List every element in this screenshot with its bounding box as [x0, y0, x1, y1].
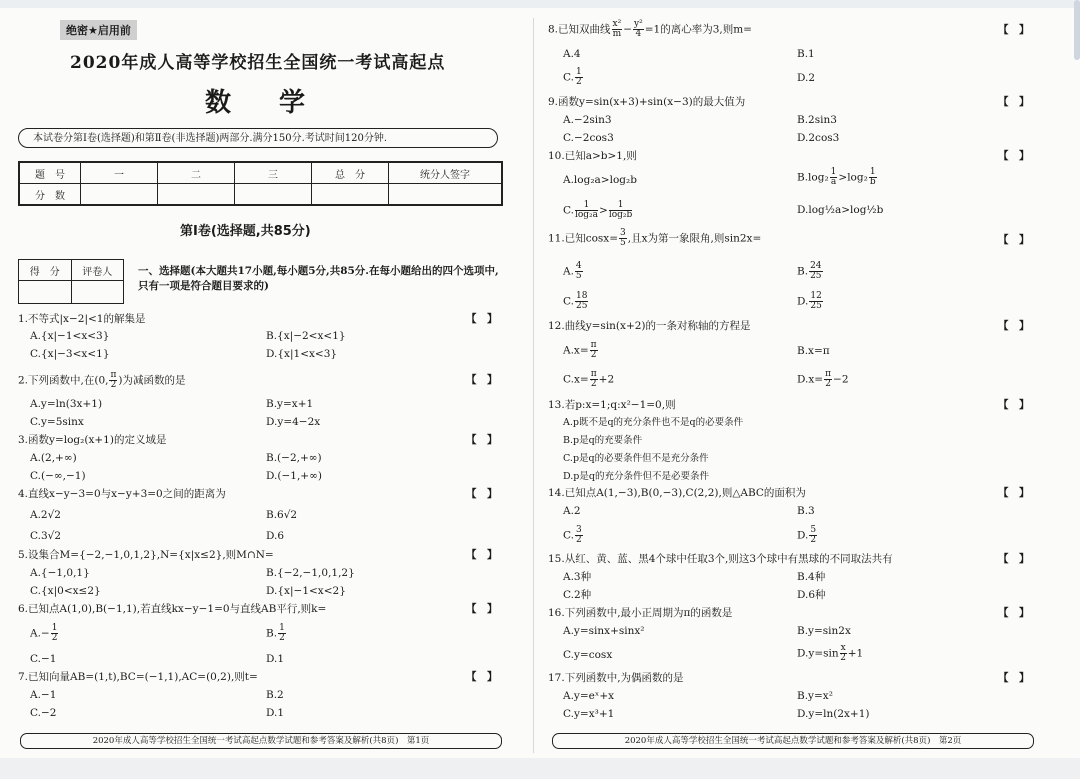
option-text: B.	[266, 627, 278, 640]
option-b: B.x=π	[797, 345, 830, 357]
stem-text: =1的离心率为3,则m=	[644, 23, 752, 36]
answer-bracket[interactable]: 【 】	[998, 399, 1030, 411]
grader-sign-cell[interactable]	[71, 281, 124, 304]
option-a: A.{−1,0,1}	[30, 567, 90, 579]
stem-text: −	[623, 23, 633, 36]
option-a: A.2√2	[30, 509, 61, 521]
option-c	[563, 370, 614, 389]
option-c: C.2种	[563, 589, 592, 601]
denominator: m	[612, 29, 622, 39]
denominator: 4	[635, 29, 642, 39]
numerator: 3	[576, 525, 582, 535]
option-b: B.{−2,−1,0,1,2}	[266, 567, 355, 579]
score-cell: 统分人签字	[389, 162, 503, 184]
option-a: A.2	[563, 505, 581, 517]
numerator: 4	[575, 261, 582, 271]
fraction	[278, 624, 286, 643]
option-b: B.6√2	[266, 509, 298, 521]
fraction	[809, 262, 822, 281]
option-d: D.y=4−2x	[266, 416, 321, 428]
question-stem	[548, 20, 752, 39]
option-c: C.{x|−3<x<1}	[30, 348, 110, 360]
option-d: D.6	[266, 530, 285, 542]
option-d: D.(−1,+∞)	[266, 470, 322, 482]
denominator: 2	[279, 633, 285, 643]
numerator: π	[590, 369, 597, 379]
option-a: A.p既不是q的充分条件也不是q的必要条件	[563, 417, 744, 428]
score-cell: 三	[235, 162, 312, 184]
option-d: D.p是q的充分条件但不是必要条件	[563, 471, 709, 482]
denominator: b	[869, 177, 876, 187]
option-b: B.{x|−2<x<1}	[266, 330, 346, 342]
fraction	[830, 168, 838, 187]
footer-left: 2020年成人高等学校招生全国统一考试高起点数学试题和参考答案及解析(共8页) 第1页	[20, 733, 502, 749]
option-text: C.	[563, 204, 574, 217]
option-d: D.1	[266, 707, 285, 719]
grader-label: 评卷人	[71, 260, 124, 281]
option-b	[797, 262, 824, 281]
option-c: C.−2cos3	[563, 132, 614, 144]
option-d: D.2	[797, 72, 816, 84]
denominator: 2	[840, 653, 847, 663]
option-text: A.−	[30, 627, 50, 640]
numerator: 5	[810, 525, 817, 535]
fraction	[590, 341, 598, 360]
option-d	[797, 526, 818, 545]
option-text: >	[599, 204, 608, 217]
fraction	[824, 370, 832, 389]
denominator: 5	[575, 271, 582, 281]
option-d	[797, 370, 849, 389]
option-d: D.log½a>log½b	[797, 204, 884, 216]
option-c: C.y=x³+1	[563, 708, 615, 720]
denominator: 2	[51, 633, 58, 643]
fraction	[809, 292, 822, 311]
option-a: A.4	[563, 48, 581, 60]
fraction	[633, 20, 644, 39]
option-a	[30, 624, 59, 643]
question-stem: 12.曲线y=sin(x+2)的一条对称轴的方程是	[548, 320, 751, 332]
question-stem: 4.直线x−y−3=0与x−y+3=0之间的距离为	[18, 488, 226, 500]
score-cell: 一	[81, 162, 158, 184]
viewer-bottom-bar	[0, 758, 1080, 779]
option-a: A.(2,+∞)	[30, 452, 77, 464]
option-c: C.−2	[30, 707, 57, 719]
answer-bracket[interactable]: 【 】	[466, 603, 498, 615]
option-a: A.−1	[30, 689, 57, 701]
option-text: D.x=	[797, 373, 824, 386]
option-b: B.(−2,+∞)	[266, 452, 322, 464]
option-text: A.	[563, 265, 574, 278]
score-cell: 题 号	[19, 162, 81, 184]
exam-title: 2020年成人高等学校招生全国统一考试高起点	[70, 53, 446, 73]
question-stem: 15.从红、黄、蓝、黑4个球中任取3个,则这3个球中有黑球的不同取法共有	[548, 553, 893, 565]
fraction	[869, 168, 877, 187]
numerator: 1	[51, 623, 58, 633]
question-stem: 9.函数y=sin(x+3)+sin(x−3)的最大值为	[548, 96, 746, 108]
option-text: B.	[797, 265, 809, 278]
fraction	[575, 201, 598, 220]
question-stem	[548, 229, 761, 248]
option-c: C.p是q的必要条件但不是充分条件	[563, 453, 709, 464]
numerator: 1	[609, 201, 632, 211]
denominator: 25	[576, 301, 588, 311]
score-table-score-row	[19, 184, 502, 206]
question-stem: 6.已知点A(1,0),B(−1,1),若直线kx−y−1=0与直线AB平行,则k=	[18, 603, 327, 615]
option-text: A.x=	[563, 344, 589, 357]
footer-right: 2020年成人高等学校招生全国统一考试高起点数学试题和参考答案及解析(共8页) 第2页	[552, 733, 1034, 749]
stem-text: )为减函数的是	[118, 374, 186, 387]
option-b: B.y=sin2x	[797, 625, 851, 637]
score-cell: 总 分	[312, 162, 389, 184]
answer-bracket[interactable]: 【 】	[998, 672, 1030, 684]
answer-bracket[interactable]: 【 】	[466, 488, 498, 500]
option-b: B.p是q的充要条件	[563, 435, 643, 446]
option-c: C.−1	[30, 653, 57, 665]
question-stem: 10.已知a>b>1,则	[548, 150, 637, 162]
denominator: 2	[825, 379, 831, 389]
numerator: 1	[830, 167, 837, 177]
option-text: D.	[797, 295, 809, 308]
denominator: 2	[590, 350, 597, 360]
option-a: A.{x|−1<x<3}	[30, 330, 110, 342]
option-c	[563, 68, 584, 87]
numerator: x	[840, 643, 846, 653]
option-c	[563, 526, 584, 545]
option-text: C.	[563, 71, 574, 84]
answer-bracket[interactable]: 【 】	[466, 549, 498, 561]
denominator: 5	[620, 238, 626, 248]
option-b: B.3	[797, 505, 815, 517]
denominator: 25	[810, 271, 822, 281]
score-table-header-row	[19, 162, 502, 184]
stem-text: 8.已知双曲线	[548, 23, 611, 36]
answer-bracket[interactable]: 【 】	[466, 313, 498, 325]
answer-bracket[interactable]: 【 】	[998, 24, 1030, 36]
fraction	[590, 370, 598, 389]
answer-bracket[interactable]: 【 】	[466, 374, 498, 386]
option-b: B.1	[797, 48, 815, 60]
option-b	[266, 624, 287, 643]
option-b	[797, 168, 878, 187]
option-text: +2	[598, 373, 615, 386]
option-b: B.2sin3	[797, 114, 837, 126]
volume1-title: 第Ⅰ卷(选择题,共85分)	[180, 224, 311, 239]
fraction	[609, 201, 632, 220]
secret-label: 绝密★启用前	[60, 20, 137, 40]
option-d: D.{x|1<x<3}	[266, 348, 338, 360]
score-input-cell[interactable]	[81, 184, 158, 206]
fraction	[575, 292, 588, 311]
question-stem: 1.不等式|x−2|<1的解集是	[18, 313, 146, 325]
answer-bracket[interactable]: 【 】	[998, 150, 1030, 162]
option-text: >log₂	[838, 171, 868, 184]
question-stem: 13.若p:x=1;q:x²−1=0,则	[548, 399, 676, 411]
answer-bracket[interactable]: 【 】	[466, 434, 498, 446]
option-text: +1	[847, 647, 864, 660]
subject-title: 数学	[205, 88, 354, 118]
option-c	[563, 292, 589, 311]
denominator: 25	[810, 301, 822, 311]
fraction	[575, 262, 583, 281]
fraction	[619, 229, 627, 248]
option-d: D.2cos3	[797, 132, 840, 144]
answer-bracket[interactable]: 【 】	[998, 320, 1030, 332]
numerator: x²	[612, 19, 622, 29]
question-stem: 3.函数y=log₂(x+1)的定义域是	[18, 434, 167, 446]
fraction	[840, 644, 847, 663]
numerator: y²	[634, 19, 643, 29]
option-c: C.y=5sinx	[30, 416, 84, 428]
grader-score-label: 得 分	[19, 260, 72, 281]
option-c: C.3√2	[30, 530, 62, 542]
denominator: 2	[810, 535, 817, 545]
score-input-cell[interactable]	[312, 184, 389, 206]
numerator: 1	[869, 167, 876, 177]
fraction	[809, 526, 817, 545]
page-fold-divider	[533, 18, 534, 753]
option-d: D.y=ln(2x+1)	[797, 708, 870, 720]
numerator: 3	[620, 228, 626, 238]
exam-intro: 本试卷分第Ⅰ卷(选择题)和第Ⅱ卷(非选择题)两部分.满分150分.考试时间120分钟.	[18, 128, 498, 148]
viewer-top-bar	[0, 0, 1080, 8]
numerator: 12	[810, 291, 822, 301]
stem-text: 2.下列函数中,在(0,	[18, 374, 109, 387]
option-a: A.y=eˣ+x	[563, 690, 615, 702]
numerator: 18	[576, 291, 588, 301]
option-b: B.y=x²	[797, 690, 833, 702]
denominator: 2	[576, 77, 582, 87]
score-input-cell[interactable]	[158, 184, 235, 206]
question-stem: 17.下列函数中,为偶函数的是	[548, 672, 684, 684]
answer-bracket[interactable]: 【 】	[466, 671, 498, 683]
option-c	[563, 201, 633, 220]
numerator: π	[825, 369, 832, 379]
answer-bracket[interactable]: 【 】	[998, 487, 1030, 499]
question-stem: 16.下列函数中,最小正周期为π的函数是	[548, 607, 733, 619]
score-input-cell[interactable]	[389, 184, 503, 206]
option-text: C.x=	[563, 373, 589, 386]
answer-bracket[interactable]: 【 】	[998, 234, 1030, 246]
numerator: π	[110, 370, 117, 380]
stem-text: 11.已知cosx=	[548, 232, 619, 245]
stem-text: ,且x为第一象限角,则sin2x=	[627, 232, 762, 245]
option-b: B.4种	[797, 571, 826, 583]
answer-bracket[interactable]: 【 】	[998, 553, 1030, 565]
denominator: log₂a	[575, 210, 599, 220]
option-text: −2	[833, 373, 849, 386]
score-table	[18, 161, 503, 206]
option-text: C.	[563, 529, 574, 542]
option-c: C.y=cosx	[563, 649, 613, 661]
option-a: A.y=ln(3x+1)	[30, 398, 103, 410]
question-stem: 7.已知向量AB=(1,t),BC=(−1,1),AC=(0,2),则t=	[18, 671, 258, 683]
numerator: π	[590, 340, 597, 350]
option-text: D.	[797, 529, 809, 542]
fraction	[109, 371, 117, 390]
answer-bracket[interactable]: 【 】	[998, 96, 1030, 108]
option-text: B.log₂	[797, 171, 829, 184]
option-a: A.y=sinx+sinx²	[563, 625, 645, 637]
numerator: 1	[576, 67, 582, 77]
option-d	[797, 292, 824, 311]
numerator: 1	[575, 201, 598, 211]
option-text: C.	[563, 295, 574, 308]
grader-score-cell[interactable]	[19, 281, 72, 304]
score-cell: 二	[158, 162, 235, 184]
score-cell: 分 数	[19, 184, 81, 206]
option-a: A.3种	[563, 571, 592, 583]
fraction	[575, 526, 583, 545]
fraction	[575, 68, 583, 87]
option-b: B.y=x+1	[266, 398, 314, 410]
denominator: log₂b	[608, 210, 633, 220]
option-a: A.−2sin3	[563, 114, 612, 126]
option-b: B.2	[266, 689, 284, 701]
question-stem: 5.设集合M={−2,−1,0,1,2},N={x|x≤2},则M∩N=	[18, 549, 274, 561]
grader-table	[18, 259, 124, 304]
denominator: a	[830, 177, 837, 187]
scrollbar-thumb[interactable]	[1074, 0, 1080, 60]
question-stem	[18, 371, 186, 390]
option-c: C.(−∞,−1)	[30, 470, 86, 482]
option-a	[563, 262, 584, 281]
score-input-cell[interactable]	[235, 184, 312, 206]
denominator: 2	[590, 379, 597, 389]
numerator: 24	[810, 261, 822, 271]
fraction	[612, 20, 623, 39]
option-a: A.log₂a>log₂b	[563, 174, 637, 186]
answer-bracket[interactable]: 【 】	[998, 607, 1030, 619]
option-d: D.{x|−1<x<2}	[266, 585, 346, 597]
option-c: C.{x|0<x≤2}	[30, 585, 101, 597]
question-stem: 14.已知点A(1,−3),B(0,−3),C(2,2),则△ABC的面积为	[548, 487, 806, 499]
fraction	[51, 624, 59, 643]
option-d: D.1	[266, 653, 285, 665]
option-d: D.6种	[797, 589, 826, 601]
section1-instructions: 一、选择题(本大题共17小题,每小题5分,共85分.在每小题给出的四个选项中,只有一项是符合题目要求的)	[138, 265, 499, 292]
denominator: 2	[576, 535, 582, 545]
option-d	[797, 644, 863, 663]
option-text: D.y=sin	[797, 647, 839, 660]
numerator: 1	[279, 623, 285, 633]
denominator: 2	[110, 380, 117, 390]
option-a	[563, 341, 599, 360]
